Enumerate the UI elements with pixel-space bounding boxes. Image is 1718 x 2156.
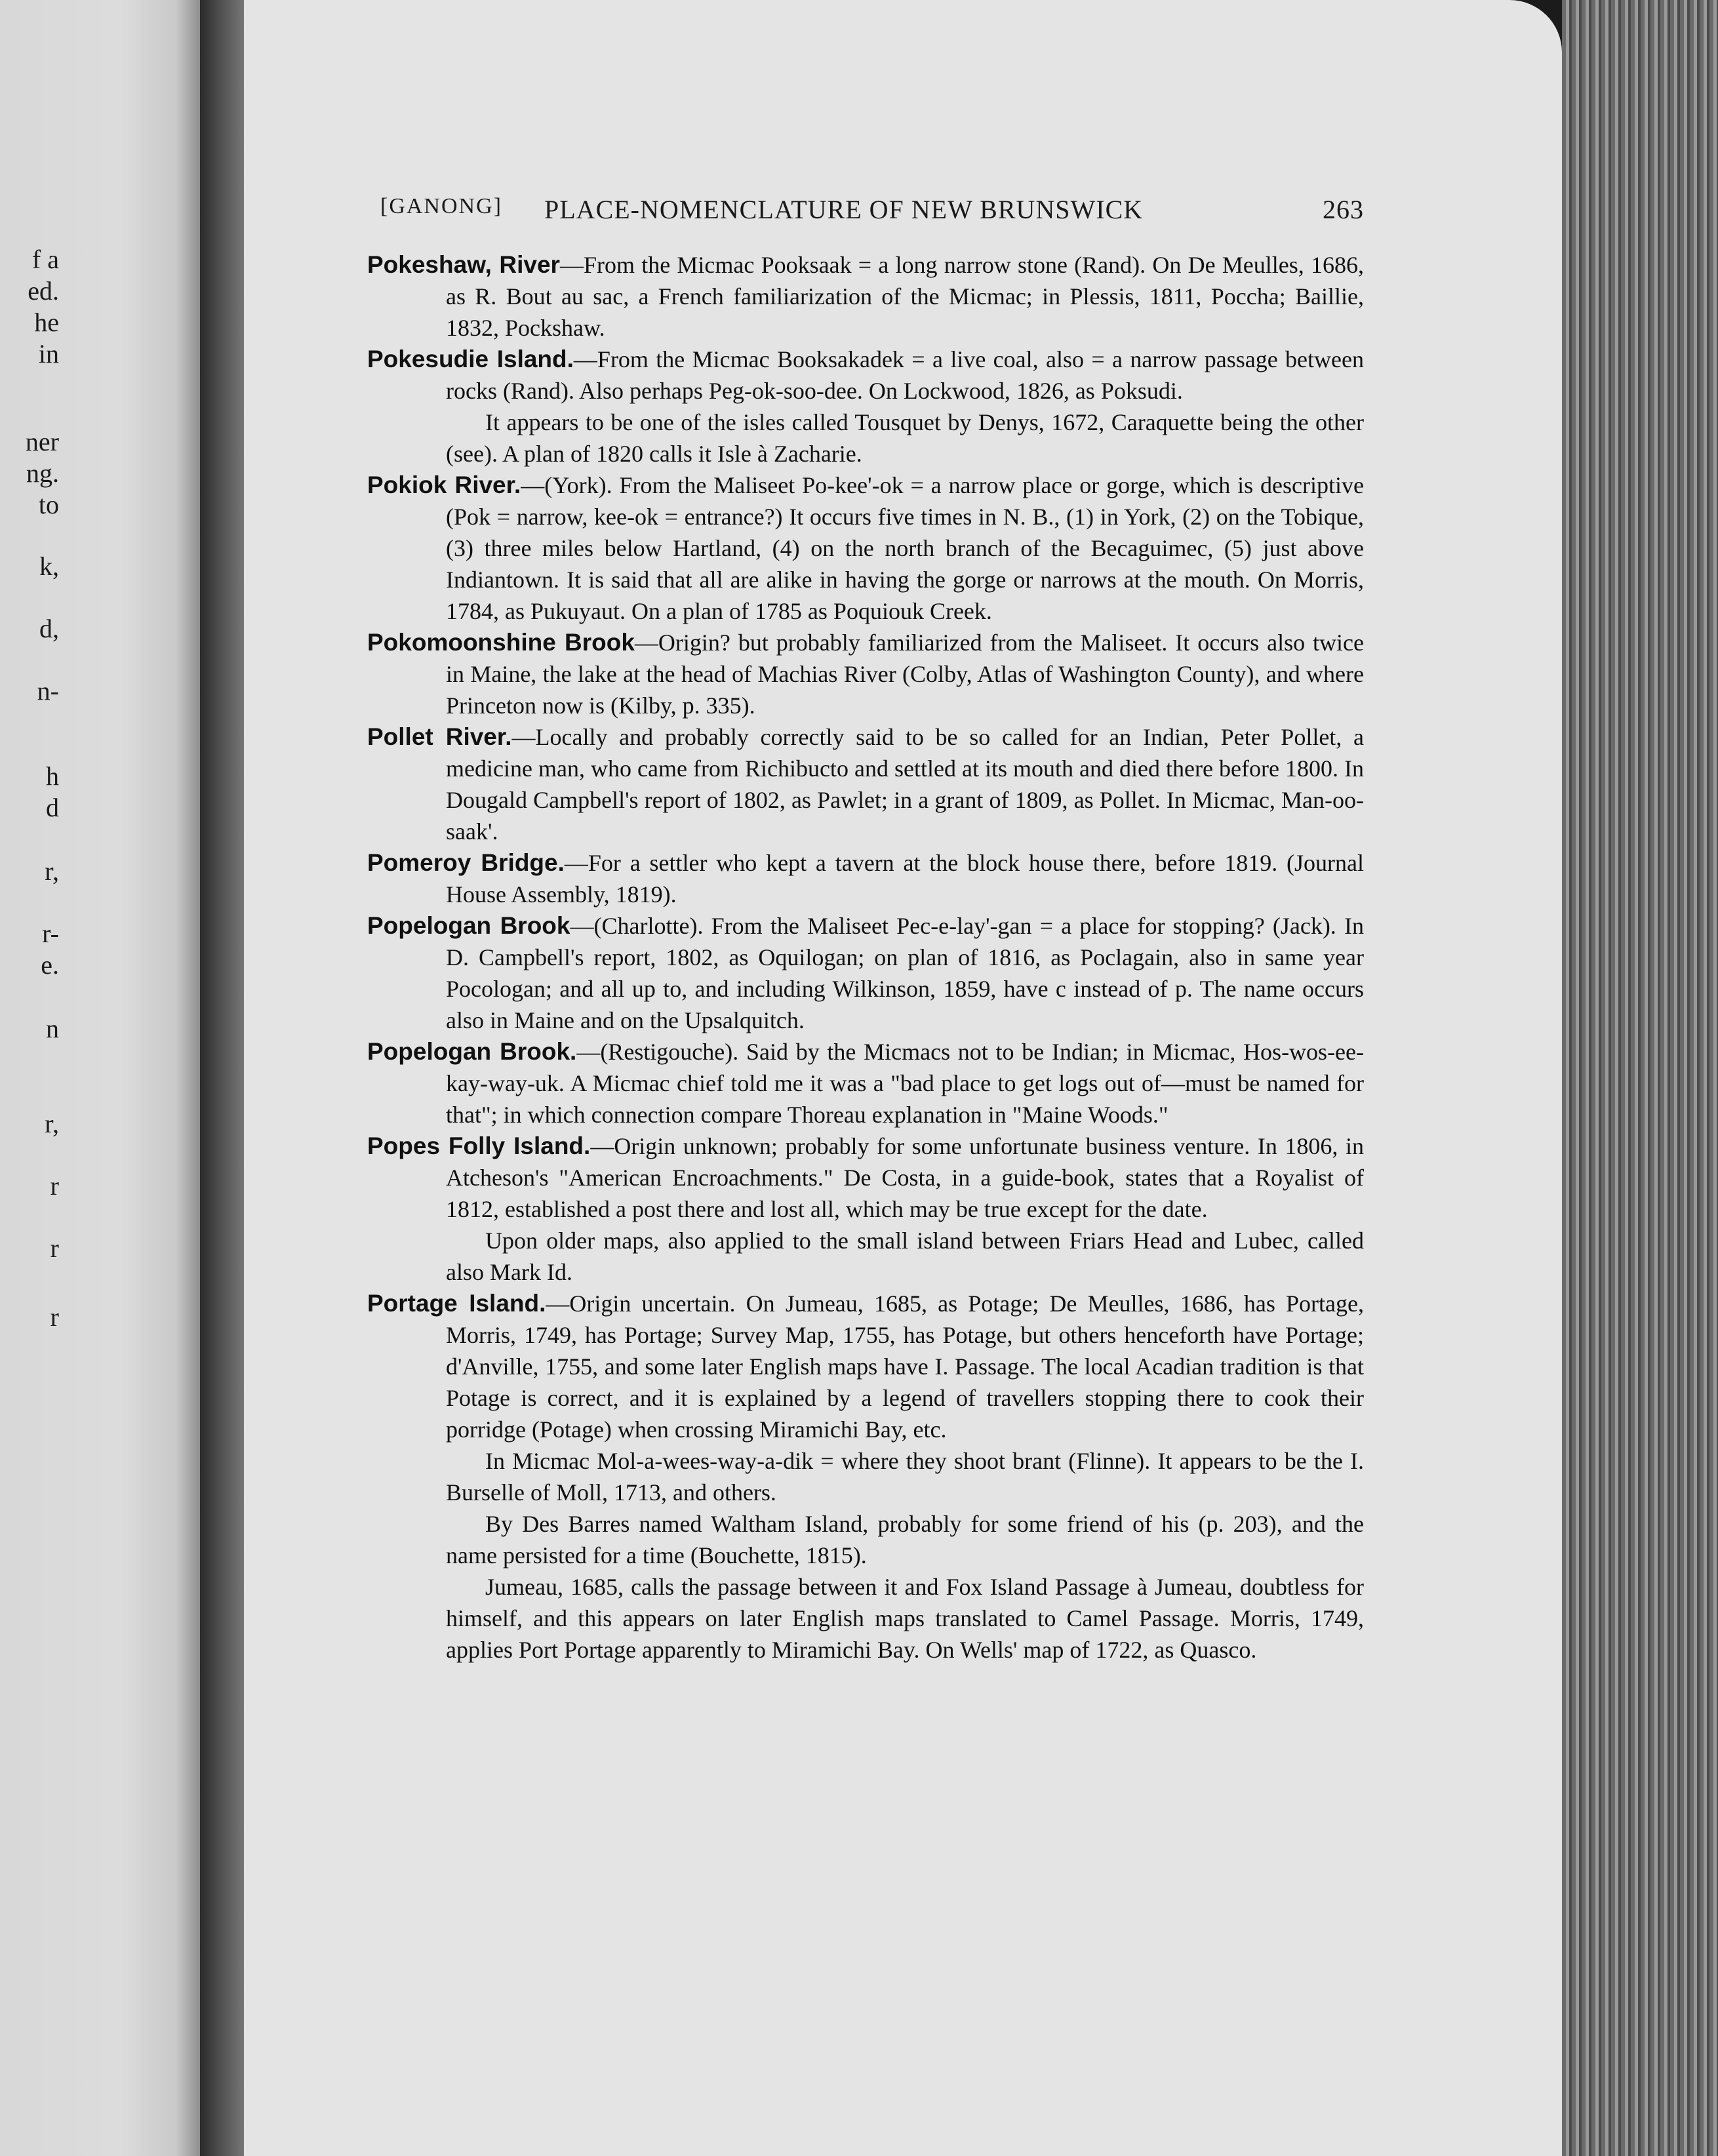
entry-first-paragraph [367, 910, 1364, 1036]
left-page-fragment: ng. [26, 458, 59, 488]
dictionary-entry [367, 344, 1364, 469]
entry-headword: Portage Island. [367, 1290, 546, 1317]
entry-first-paragraph [367, 1130, 1364, 1225]
dictionary-entry [367, 721, 1364, 847]
entry-paragraph [367, 1225, 1364, 1288]
entry-headword: Pokomoonshine Brook [367, 629, 635, 656]
entry-paragraph [367, 407, 1364, 469]
left-page-fragment: to [38, 490, 59, 519]
entry-text: —Origin? but probably familiarized from the Maliseet. It occurs also twice in Maine, the lake at the head of Machias River (Colby, Atlas of Washington County), and where Princeton now is (Kilby, p. 335). [446, 629, 1364, 719]
entry-text: In Micmac Mol-a-wees-way-a-dik = where they shoot brant (Flinne). It appears to be the I. Burselle of Moll, 1713, and others. [446, 1448, 1364, 1506]
left-page-fragment: ner [25, 427, 59, 456]
left-page-fragment: n [46, 1014, 59, 1043]
left-page-fragment: d [46, 793, 59, 822]
dictionary-entry [367, 1288, 1364, 1666]
page-number: 263 [1323, 195, 1364, 224]
entry-headword: Popelogan Brook. [367, 1038, 577, 1065]
entry-headword: Pokiok River. [367, 471, 521, 498]
entry-text: Jumeau, 1685, calls the passage between it and Fox Island Passage à Jumeau, doubtless for himself, and this appears on later English maps translated to Camel Passage. Morris, 1749, applies Port Portage apparently to Miramichi Bay. On Wells' map of 1722, as Quasco. [446, 1574, 1364, 1663]
entry-paragraph [367, 1445, 1364, 1508]
left-page-fragment: d, [39, 614, 59, 643]
entry-text: —(York). From the Maliseet Po-kee'-ok = a narrow place or gorge, which is descriptive (Pok = narrow, kee-ok = entrance?) It occurs five times in N. B., (1) in York, (2) on the Tobique, (3) three miles below Hartland, (4) on the north branch of the Becaguimec, (5) just above Indiantown. It is said that all are alike in having the gorge or narrows at the mouth. On Morris, 1784, as Pukuyaut. On a plan of 1785 as Poquiouk Creek. [446, 472, 1364, 624]
left-page-fragment: r [50, 1302, 59, 1332]
left-page-fragment: f a [31, 245, 59, 274]
entry-text: It appears to be one of the isles called Tousquet by Denys, 1672, Caraquette being the other (see). A plan of 1820 calls it Isle à Zacharie. [446, 409, 1364, 467]
running-header [367, 194, 1364, 233]
left-page [0, 0, 200, 2156]
entry-text: —From the Micmac Booksakadek = a live coal, also = a narrow passage between rocks (Rand). Also perhaps Peg-ok-soo-dee. On Lockwood, 1826, as Poksudi. [446, 346, 1364, 404]
left-page-fragment: r- [42, 919, 59, 948]
entry-text: Upon older maps, also applied to the small island between Friars Head and Lubec, called also Mark Id. [446, 1228, 1364, 1285]
header-title: PLACE-NOMENCLATURE OF NEW BRUNSWICK [544, 195, 1144, 224]
entry-first-paragraph [367, 469, 1364, 627]
entry-first-paragraph [367, 847, 1364, 910]
left-page-fragment: e. [41, 950, 59, 980]
left-page-fragment: h [46, 761, 59, 791]
entry-text: —(Charlotte). From the Maliseet Pec-e-lay'-gan = a place for stopping? (Jack). In D. Campbell's report, 1802, as Oquilogan; on plan of 1816, as Poclagain, also in same year Pocologan; and all up to, and including Wilkinson, 1859, have c instead of p. The name occurs also in Maine and on the Upsalquitch. [446, 913, 1364, 1033]
dictionary-entry [367, 469, 1364, 627]
entry-text: —Locally and probably correctly said to be so called for an Indian, Peter Pollet, a medicine man, who came from Richibucto and settled at its mouth and died there before 1800. In Dougald Campbell's report of 1802, as Pawlet; in a grant of 1809, as Pollet. In Micmac, Man-oo-saak'. [446, 724, 1364, 845]
entry-paragraph [367, 1571, 1364, 1666]
left-page-fragment: r [50, 1233, 59, 1263]
dictionary-entry [367, 1036, 1364, 1130]
entry-text: —For a settler who kept a tavern at the block house there, before 1819. (Journal House Assembly, 1819). [446, 850, 1364, 908]
entry-headword: Popes Folly Island. [367, 1132, 591, 1159]
entry-first-paragraph [367, 249, 1364, 344]
dictionary-entry [367, 910, 1364, 1036]
entry-first-paragraph [367, 1288, 1364, 1445]
entry-first-paragraph [367, 1036, 1364, 1130]
entry-text: By Des Barres named Waltham Island, probably for some friend of his (p. 203), and the name persisted for a time (Bouchette, 1815). [446, 1511, 1364, 1568]
left-page-fragment: in [38, 339, 59, 369]
entry-paragraph [367, 1508, 1364, 1571]
entry-first-paragraph [367, 344, 1364, 407]
dictionary-entry [367, 1130, 1364, 1288]
left-page-fragment: ed. [28, 276, 59, 306]
dictionary-entry [367, 847, 1364, 910]
entry-text: —(Restigouche). Said by the Micmacs not to be Indian; in Micmac, Hos-wos-ee-kay-way-uk. A Micmac chief told me it was a "bad place to get logs out of—must be named for that"; in which connection compare Thoreau explanation in "Maine Woods." [446, 1039, 1364, 1128]
entry-headword: Pokesudie Island. [367, 346, 574, 372]
dictionary-entries [367, 249, 1364, 1666]
entry-text: —Origin unknown; probably for some unfortunate business venture. In 1806, in Atcheson's "American Encroachments." De Costa, in a guide-book, states that a Royalist of 1812, established a post there and lost all, which may be true except for the date. [446, 1133, 1364, 1222]
entry-headword: Pollet River. [367, 723, 512, 750]
left-page-fragment: n- [37, 676, 59, 706]
entry-text: —From the Micmac Pooksaak = a long narrow stone (Rand). On De Meulles, 1686, as R. Bout au sac, a French familiarization of the Micmac; in Plessis, 1811, Poccha; Baillie, 1832, Pockshaw. [446, 252, 1365, 341]
header-author: [GANONG] [380, 194, 502, 218]
dictionary-entry [367, 249, 1364, 344]
left-page-fragment: r, [45, 856, 59, 886]
entry-first-paragraph [367, 627, 1364, 721]
entry-headword: Popelogan Brook [367, 912, 570, 939]
left-page-fragment: r, [45, 1109, 59, 1138]
left-page-fragment: he [34, 308, 59, 337]
entry-headword: Pokeshaw, River [367, 251, 560, 278]
entry-first-paragraph [367, 721, 1364, 847]
left-page-fragment: k, [39, 551, 59, 581]
entry-headword: Pomeroy Bridge. [367, 849, 565, 876]
dictionary-entry [367, 627, 1364, 721]
entry-text: —Origin uncertain. On Jumeau, 1685, as Potage; De Meulles, 1686, has Portage, Morris, 1749, has Portage; Survey Map, 1755, has Potage, but others henceforth have Portage; d'Anville, 1755, and some later English maps have I. Passage. The local Acadian tradition is that Potage is correct, and it is explained by a legend of travellers stopping there to cook their porridge (Potage) when crossing Miramichi Bay, etc. [446, 1290, 1364, 1443]
page-edge [1562, 0, 1718, 2156]
left-page-fragment: r [50, 1171, 59, 1201]
book-gutter [200, 0, 246, 2156]
